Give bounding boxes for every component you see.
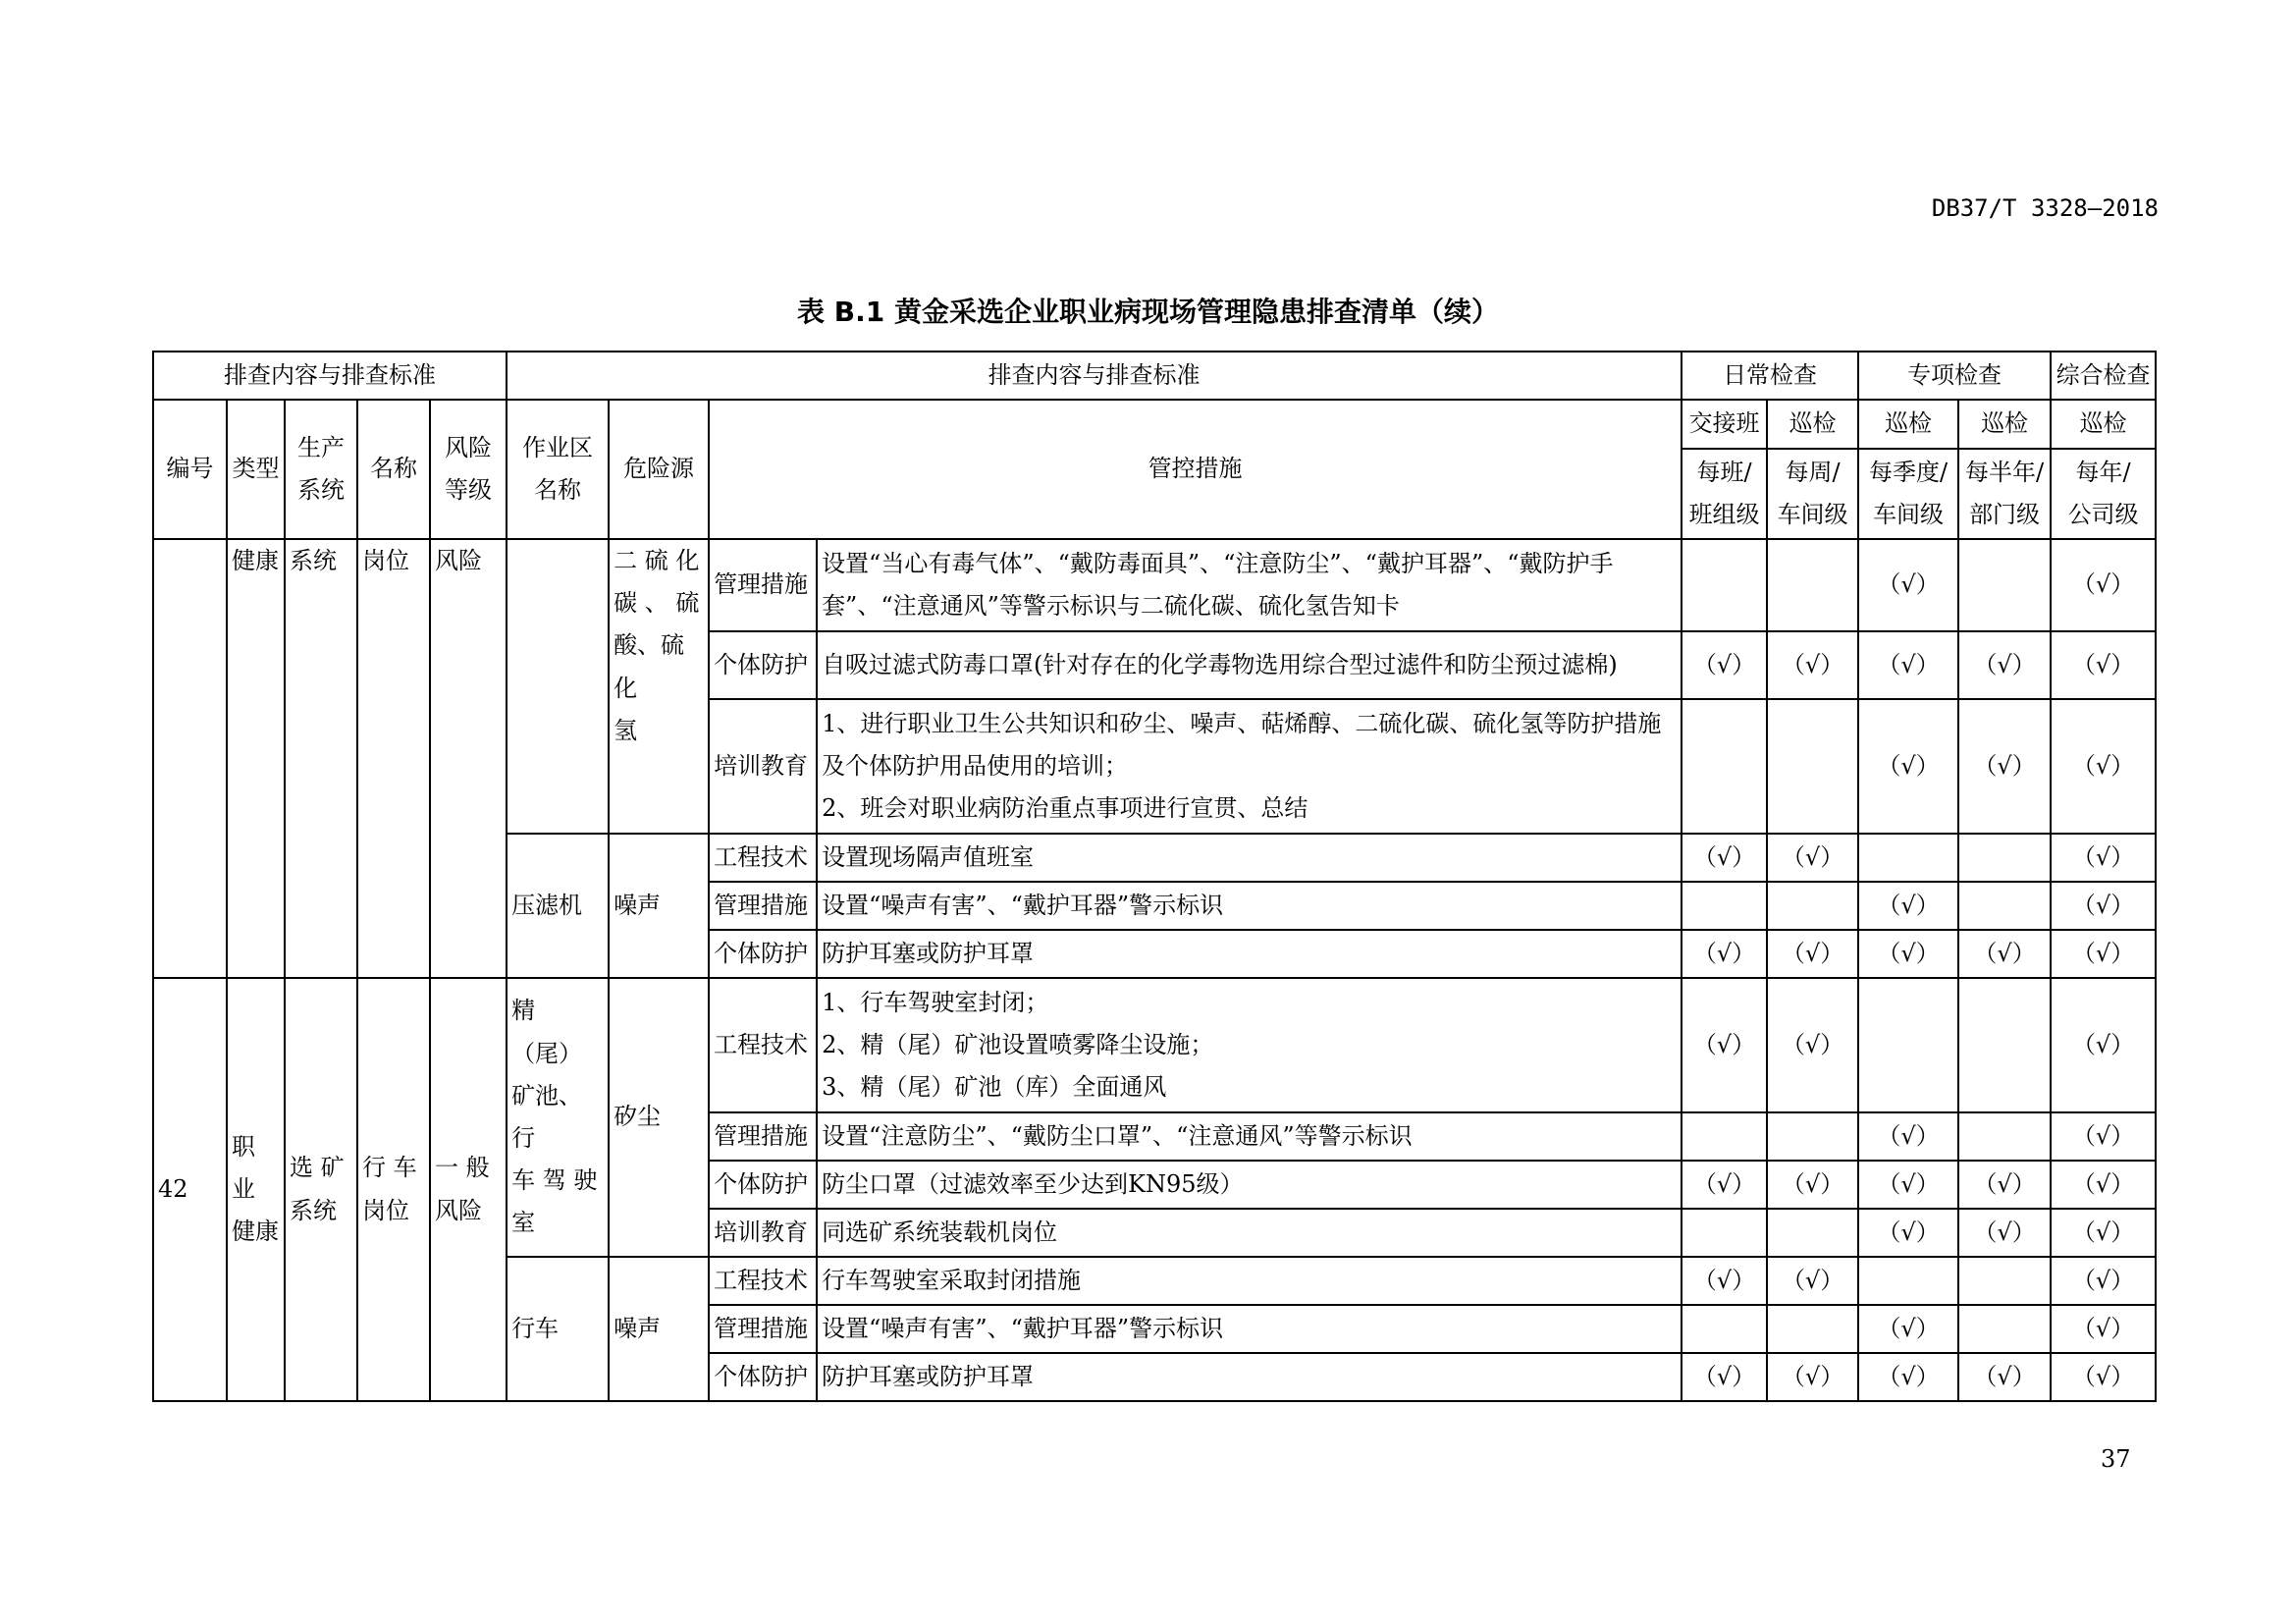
cell-check [1767, 699, 1858, 834]
cell-check [1682, 1112, 1767, 1161]
cell-system: 系统 [285, 539, 357, 978]
header-sub-5: 巡检 [2051, 400, 2156, 449]
cell-hazard: 矽尘 [609, 978, 709, 1257]
cell-measure-text: 同选矿系统装载机岗位 [817, 1209, 1682, 1257]
cell-category: 个体防护 [709, 930, 817, 978]
cell-system: 选 矿 系统 [285, 978, 357, 1401]
cell-category: 管理措施 [709, 1112, 817, 1161]
cell-check [1767, 1112, 1858, 1161]
cell-measure-text: 防护耳塞或防护耳罩 [817, 930, 1682, 978]
cell-measure-text: 自吸过滤式防毒口罩(针对存在的化学毒物选用综合型过滤件和防尘预过滤棉) [817, 631, 1682, 699]
cell-measure-text: 1、行车驾驶室封闭； 2、精（尾）矿池设置喷雾降尘设施； 3、精（尾）矿池（库）全面通风 [817, 978, 1682, 1112]
cell-no [153, 539, 227, 978]
table-row [153, 978, 2156, 1112]
header-row-1 [153, 352, 2156, 400]
header-sub-1: 交接班 [1682, 400, 1767, 449]
cell-check: （√） [1767, 834, 1858, 882]
cell-check: （√） [1682, 930, 1767, 978]
hazard-checklist-table [152, 351, 2157, 1402]
cell-check: （√） [2051, 882, 2156, 930]
cell-risk: 风险 [430, 539, 507, 978]
cell-check: （√） [2051, 1161, 2156, 1209]
cell-check [1767, 539, 1858, 631]
cell-check: （√） [1858, 1209, 1958, 1257]
cell-measure-text: 设置“噪声有害”、“戴护耳器”警示标识 [817, 1305, 1682, 1353]
cell-check [1958, 539, 2051, 631]
cell-measure-text: 设置现场隔声值班室 [817, 834, 1682, 882]
cell-category: 工程技术 [709, 1257, 817, 1305]
header-sub-3: 巡检 [1858, 400, 1958, 449]
cell-check: （√） [2051, 978, 2156, 1112]
header-comprehensive-check: 综合检查 [2051, 352, 2156, 400]
cell-hazard: 噪声 [609, 1257, 709, 1401]
cell-category: 管理措施 [709, 882, 817, 930]
header-type: 类型 [227, 400, 285, 539]
cell-check: （√） [1858, 539, 1958, 631]
header-freq-1: 每班/ 班组级 [1682, 449, 1767, 539]
header-measures: 管控措施 [709, 400, 1682, 539]
cell-check: （√） [1682, 978, 1767, 1112]
header-group-left: 排查内容与排查标准 [153, 352, 507, 400]
cell-check: （√） [2051, 539, 2156, 631]
header-risk-level: 风险 等级 [430, 400, 507, 539]
cell-measure-text: 设置“注意防尘”、“戴防尘口罩”、“注意通风”等警示标识 [817, 1112, 1682, 1161]
cell-check: （√） [1958, 930, 2051, 978]
cell-check: （√） [1767, 1257, 1858, 1305]
cell-check: （√） [2051, 1112, 2156, 1161]
cell-type: 职 业 健康 [227, 978, 285, 1401]
cell-check: （√） [1958, 631, 2051, 699]
cell-check [1767, 882, 1858, 930]
cell-check [1858, 978, 1958, 1112]
cell-measure-text: 1、进行职业卫生公共知识和矽尘、噪声、萜烯醇、二硫化碳、硫化氢等防护措施及个体防护用品使用的培训； 2、班会对职业病防治重点事项进行宣贯、总结 [817, 699, 1682, 834]
cell-measure-text: 防尘口罩（过滤效率至少达到KN95级） [817, 1161, 1682, 1209]
cell-check: （√） [1958, 1209, 2051, 1257]
cell-check: （√） [1767, 1353, 1858, 1401]
cell-check: （√） [1958, 699, 2051, 834]
cell-check: （√） [1858, 930, 1958, 978]
cell-check [1858, 1257, 1958, 1305]
cell-measure-text: 行车驾驶室采取封闭措施 [817, 1257, 1682, 1305]
header-no: 编号 [153, 400, 227, 539]
cell-check: （√） [2051, 631, 2156, 699]
header-group-mid: 排查内容与排查标准 [507, 352, 1682, 400]
cell-name: 岗位 [357, 539, 430, 978]
table-title: 表 B.1 黄金采选企业职业病现场管理隐患排查清单（续） [797, 296, 1499, 328]
table-row [153, 539, 2156, 631]
cell-hazard: 噪声 [609, 834, 709, 978]
cell-category: 个体防护 [709, 631, 817, 699]
cell-check: （√） [1682, 834, 1767, 882]
cell-check: （√） [1958, 1353, 2051, 1401]
cell-check [1682, 699, 1767, 834]
cell-check: （√） [1682, 1353, 1767, 1401]
cell-hazard: 二 硫 化 碳 、 硫 酸、硫化 氢 [609, 539, 709, 834]
cell-type: 健康 [227, 539, 285, 978]
cell-check: （√） [1767, 631, 1858, 699]
header-sub-2: 巡检 [1767, 400, 1858, 449]
cell-check: （√） [1767, 1161, 1858, 1209]
page-number: 37 [2101, 1445, 2131, 1473]
cell-check: （√） [1858, 631, 1958, 699]
cell-measure-text: 防护耳塞或防护耳罩 [817, 1353, 1682, 1401]
cell-check: （√） [1858, 699, 1958, 834]
header-name: 名称 [357, 400, 430, 539]
cell-check: （√） [1682, 631, 1767, 699]
cell-category: 培训教育 [709, 1209, 817, 1257]
cell-check: （√） [2051, 834, 2156, 882]
cell-area: 压滤机 [507, 834, 609, 978]
cell-check [1682, 882, 1767, 930]
cell-check: （√） [1858, 1161, 1958, 1209]
cell-measure-text: 设置“当心有毒气体”、“戴防毒面具”、“注意防尘”、“戴护耳器”、“戴防护手套”、“注意通风”等警示标识与二硫化碳、硫化氢告知卡 [817, 539, 1682, 631]
cell-category: 个体防护 [709, 1353, 817, 1401]
cell-name: 行 车 岗位 [357, 978, 430, 1401]
cell-check [1767, 1209, 1858, 1257]
cell-check: （√） [2051, 1305, 2156, 1353]
cell-check [1858, 834, 1958, 882]
cell-check: （√） [1682, 1161, 1767, 1209]
cell-category: 培训教育 [709, 699, 817, 834]
cell-check [1767, 1305, 1858, 1353]
cell-area [507, 539, 609, 834]
header-row-2 [153, 400, 2156, 449]
cell-check [1682, 1305, 1767, 1353]
header-sub-4: 巡检 [1958, 400, 2051, 449]
header-hazard: 危险源 [609, 400, 709, 539]
cell-check: （√） [1767, 978, 1858, 1112]
cell-check: （√） [1958, 1161, 2051, 1209]
cell-category: 管理措施 [709, 1305, 817, 1353]
header-area: 作业区 名称 [507, 400, 609, 539]
cell-check [1958, 882, 2051, 930]
header-freq-5: 每年/ 公司级 [2051, 449, 2156, 539]
header-special-check: 专项检查 [1858, 352, 2051, 400]
cell-check: （√） [2051, 1209, 2156, 1257]
cell-category: 工程技术 [709, 978, 817, 1112]
cell-check: （√） [2051, 699, 2156, 834]
header-freq-2: 每周/ 车间级 [1767, 449, 1858, 539]
cell-area: 行车 [507, 1257, 609, 1401]
cell-check: （√） [1858, 1305, 1958, 1353]
cell-check [1958, 834, 2051, 882]
cell-check [1958, 1112, 2051, 1161]
cell-check: （√） [1858, 882, 1958, 930]
cell-check: （√） [1682, 1257, 1767, 1305]
cell-no: 42 [153, 978, 227, 1401]
standard-number: DB37/T 3328—2018 [1931, 194, 2159, 222]
cell-check: （√） [1858, 1353, 1958, 1401]
cell-check: （√） [2051, 1353, 2156, 1401]
cell-check: （√） [1767, 930, 1858, 978]
header-freq-3: 每季度/ 车间级 [1858, 449, 1958, 539]
cell-category: 工程技术 [709, 834, 817, 882]
cell-measure-text: 设置“噪声有害”、“戴护耳器”警示标识 [817, 882, 1682, 930]
cell-check [1682, 1209, 1767, 1257]
cell-check: （√） [2051, 1257, 2156, 1305]
cell-check [1958, 1305, 2051, 1353]
cell-check: （√） [2051, 930, 2156, 978]
cell-risk: 一 般 风险 [430, 978, 507, 1401]
header-system: 生产 系统 [285, 400, 357, 539]
cell-check: （√） [1858, 1112, 1958, 1161]
cell-area: 精（尾） 矿池、行 车 驾 驶 室 [507, 978, 609, 1257]
header-freq-4: 每半年/ 部门级 [1958, 449, 2051, 539]
cell-category: 管理措施 [709, 539, 817, 631]
cell-check [1682, 539, 1767, 631]
header-daily-check: 日常检查 [1682, 352, 1858, 400]
cell-check [1958, 1257, 2051, 1305]
cell-check [1958, 978, 2051, 1112]
cell-category: 个体防护 [709, 1161, 817, 1209]
